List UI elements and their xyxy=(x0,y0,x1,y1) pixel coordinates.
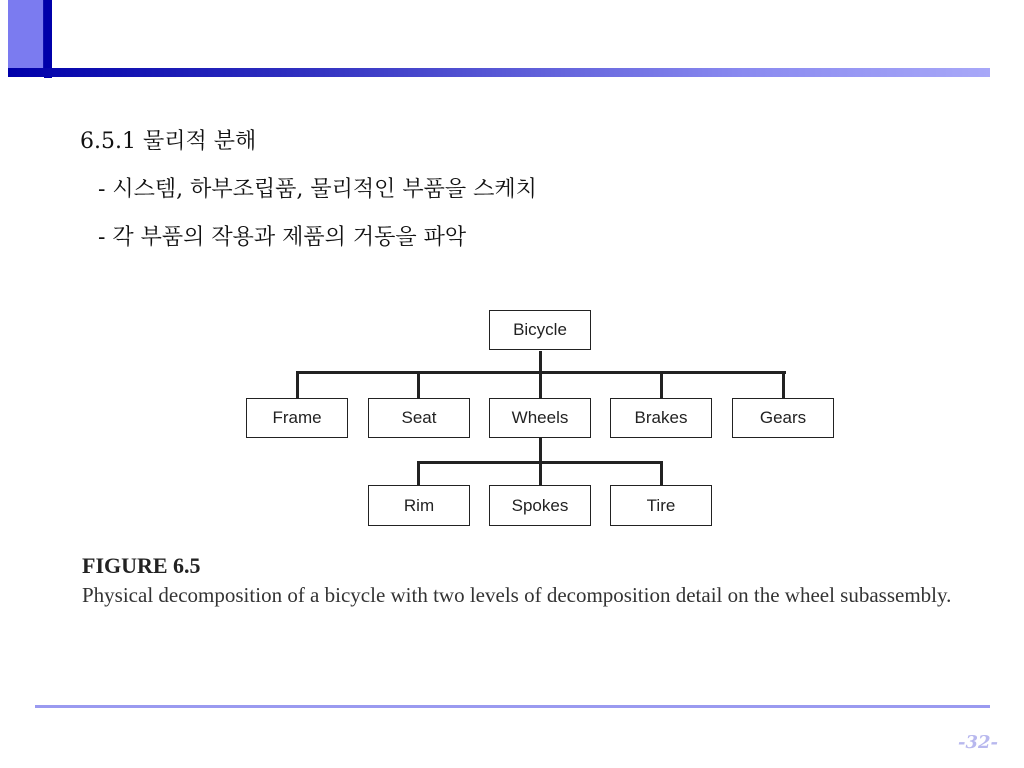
bullet-item: - 시스템, 하부조립품, 물리적인 부품을 스케치 xyxy=(98,177,537,202)
figure-title: FIGURE 6.5 xyxy=(82,553,201,578)
section-heading: 6.5.1 물리적 분해 xyxy=(80,129,257,154)
node-bicycle: Bicycle xyxy=(489,310,591,350)
connector-line xyxy=(539,351,542,373)
title-accent-shadow xyxy=(44,0,52,78)
connector-line xyxy=(296,371,299,398)
top-rule xyxy=(8,68,990,77)
connector-line xyxy=(417,371,420,398)
node-gears: Gears xyxy=(732,398,834,438)
node-frame: Frame xyxy=(246,398,348,438)
node-brakes: Brakes xyxy=(610,398,712,438)
node-wheels: Wheels xyxy=(489,398,591,438)
connector-line xyxy=(539,371,542,398)
bottom-rule xyxy=(35,705,990,708)
bicycle-decomposition-diagram xyxy=(240,305,840,530)
bullet-item: - 각 부품의 작용과 제품의 거동을 파악 xyxy=(98,225,467,250)
node-rim: Rim xyxy=(368,485,470,526)
page-number: -32- xyxy=(958,732,998,753)
figure-caption: Physical decomposition of a bicycle with two levels of decomposition detail on the wheel subassembly. xyxy=(82,583,952,607)
title-accent-block xyxy=(8,0,46,75)
connector-line xyxy=(660,461,663,485)
node-spokes: Spokes xyxy=(489,485,591,526)
node-tire: Tire xyxy=(610,485,712,526)
connector-line xyxy=(539,438,542,463)
connector-line xyxy=(539,461,542,485)
connector-line xyxy=(660,371,663,398)
connector-line xyxy=(782,371,785,398)
connector-line xyxy=(417,461,420,485)
node-seat: Seat xyxy=(368,398,470,438)
